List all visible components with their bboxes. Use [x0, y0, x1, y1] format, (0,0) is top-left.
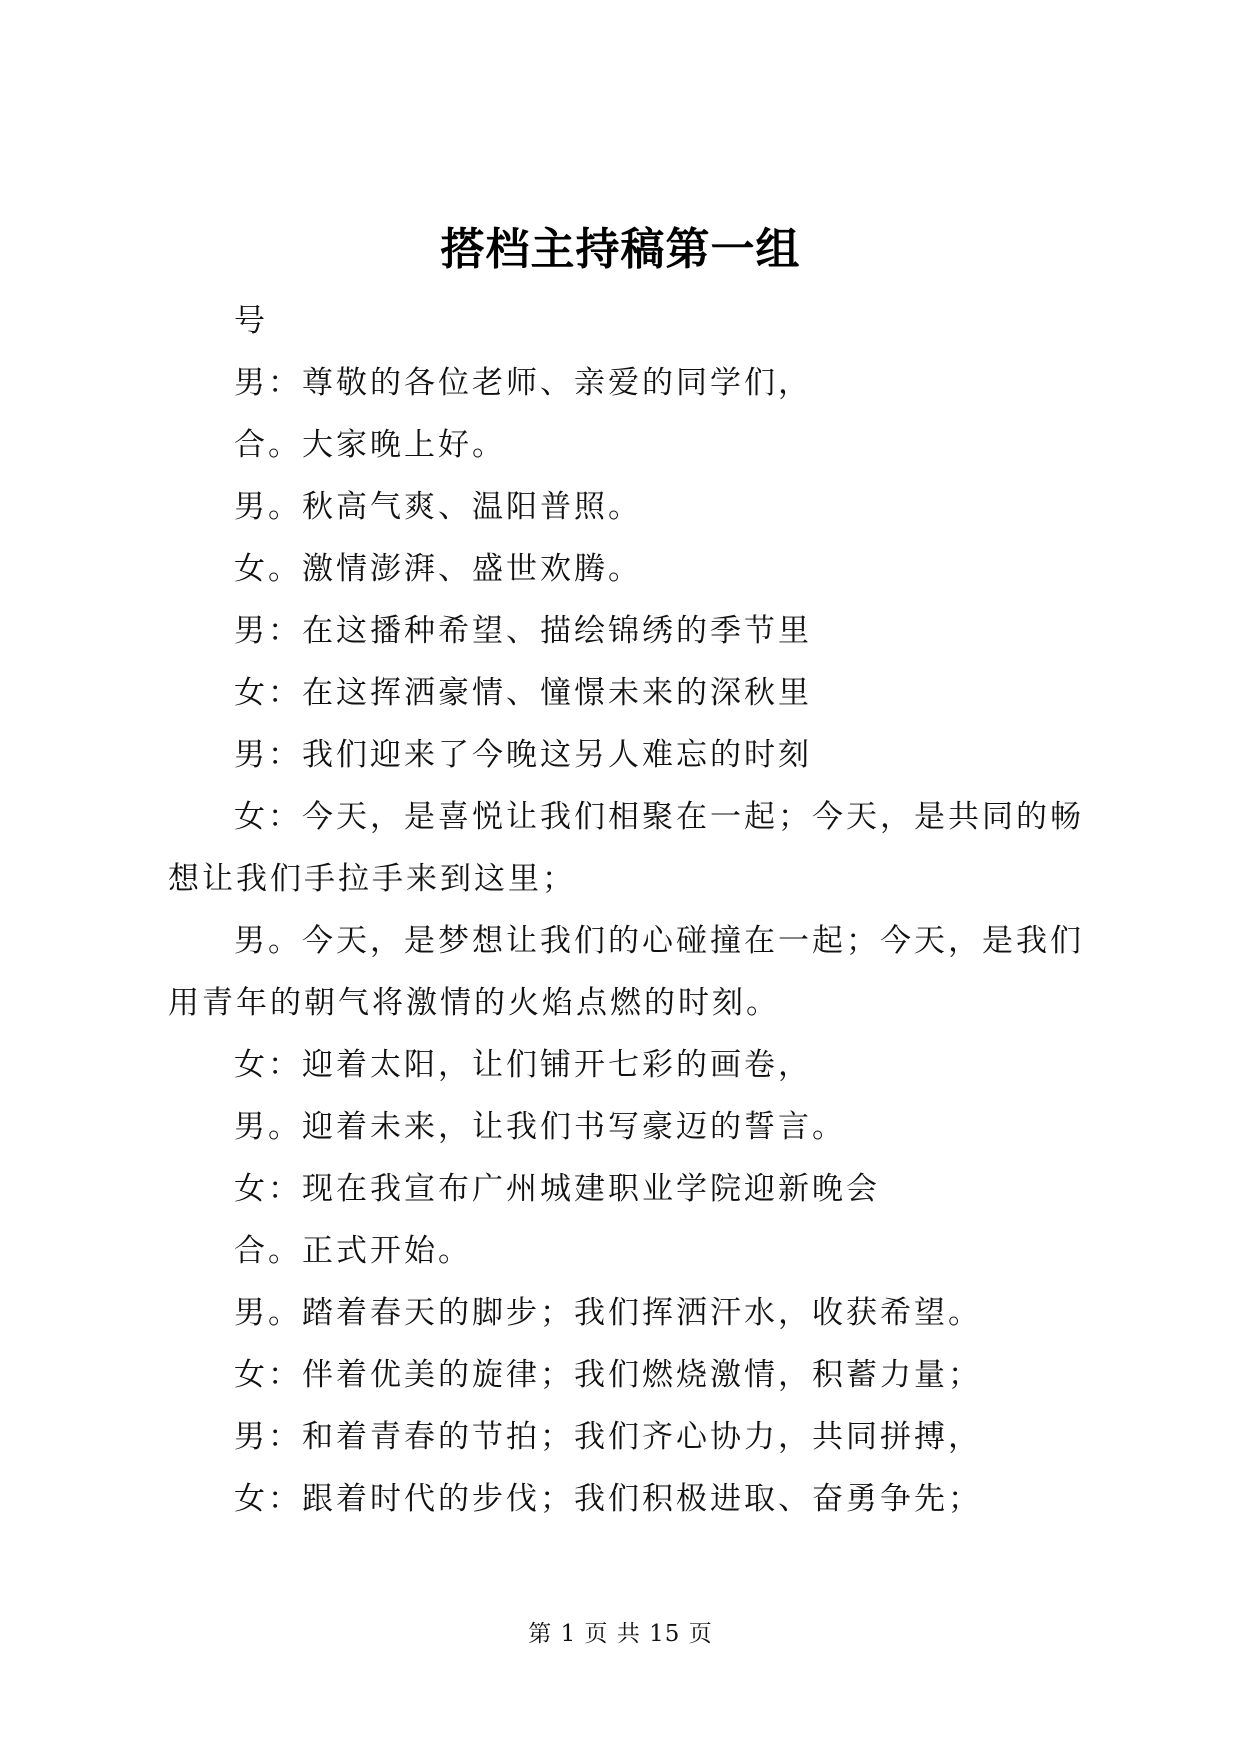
paragraph: 号 — [234, 303, 268, 339]
paragraph: 女：在这挥洒豪情、憧憬未来的深秋里 — [234, 675, 812, 711]
paragraph: 男：我们迎来了今晚这另人难忘的时刻 — [234, 737, 812, 773]
paragraph: 女：伴着优美的旋律；我们燃烧激情，积蓄力量； — [234, 1357, 982, 1393]
paragraph: 合。正式开始。 — [234, 1233, 472, 1269]
paragraph: 女：跟着时代的步伐；我们积极进取、奋勇争先； — [234, 1481, 982, 1517]
paragraph: 男。踏着春天的脚步；我们挥洒汗水，收获希望。 — [234, 1295, 982, 1331]
paragraph: 女。激情澎湃、盛世欢腾。 — [234, 551, 642, 587]
document-body — [168, 290, 1088, 1530]
paragraph: 女：现在我宣布广州城建职业学院迎新晚会 — [234, 1171, 880, 1207]
paragraph: 男：尊敬的各位老师、亲爱的同学们， — [234, 365, 812, 401]
paragraph: 合。大家晚上好。 — [234, 427, 506, 463]
paragraph: 男。迎着未来，让我们书写豪迈的誓言。 — [234, 1109, 846, 1145]
paragraph: 男：和着青春的节拍；我们齐心协力，共同拼搏， — [234, 1419, 982, 1455]
document-title: 搭档主持稿第一组 — [440, 224, 801, 275]
paragraph: 男：在这播种希望、描绘锦绣的季节里 — [234, 613, 812, 649]
paragraph: 女：今天，是喜悦让我们相聚在一起；今天，是共同的畅想让我们手拉手来到这里； — [168, 799, 1084, 897]
paragraph: 女：迎着太阳，让们铺开七彩的画卷， — [234, 1047, 812, 1083]
page-footer: 第 1 页 共 15 页 — [528, 1621, 713, 1647]
paragraph: 男。今天，是梦想让我们的心碰撞在一起；今天，是我们用青年的朝气将激情的火焰点燃的时刻。 — [168, 923, 1084, 1021]
paragraph: 男。秋高气爽、温阳普照。 — [234, 489, 642, 525]
